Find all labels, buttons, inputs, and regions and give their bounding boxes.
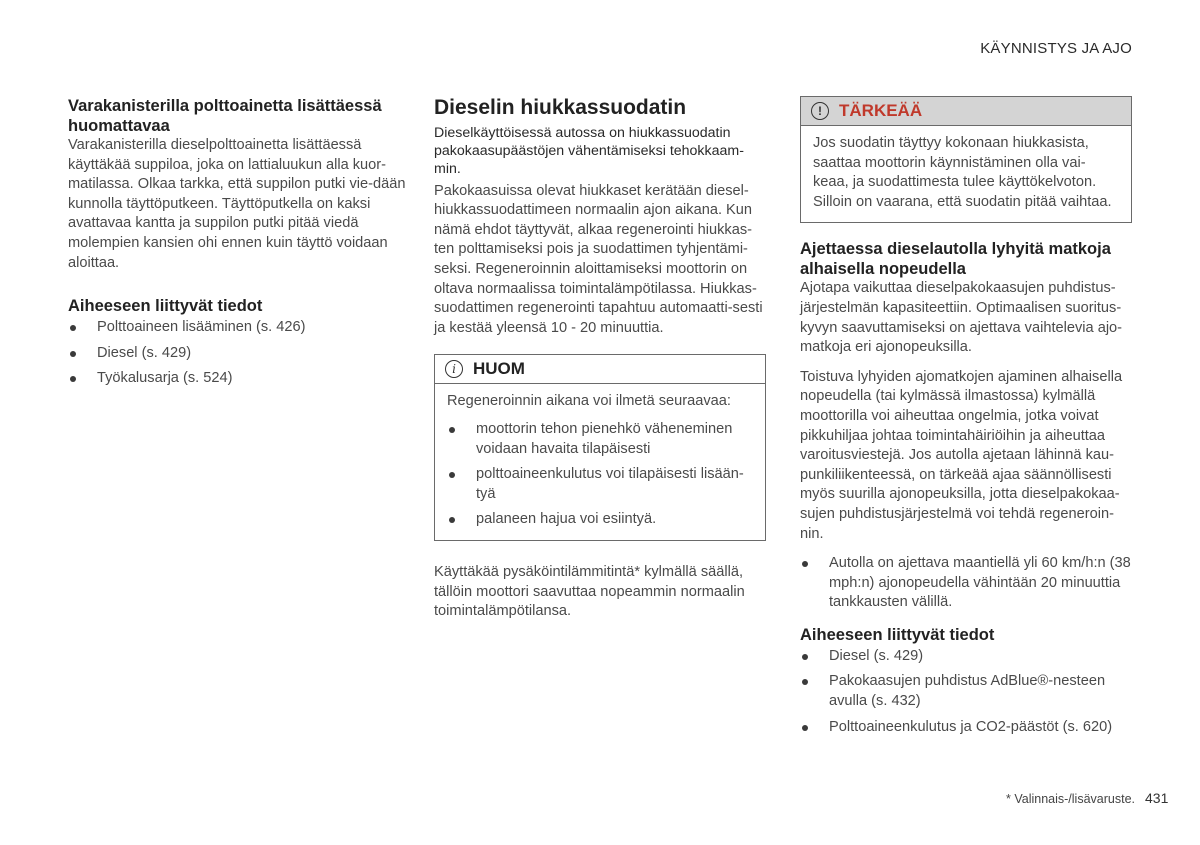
bullet-icon — [70, 351, 76, 357]
related-link[interactable]: Diesel (s. 429) — [68, 344, 408, 364]
short-trips-text-2: Toistuva lyhyiden ajomatkojen ajaminen alhaisella nopeudella (tai kylmässä ilmastossa) kylmällä moottorilla voi aiheuttaa ongelmia, jotka voivat pikkuhiljaa johtaa toimintahäiriöihin ja aiheuttaa varoitusviestejä. Jos autolla ajetaan lähinnä kau-punkiliikenteessä, on tärkeää ajaa säännöllisesti myös suurilla ajonopeuksilla, jotta dieselpakokaa-sujen puhdistusjärjestelmä voi tehdä regeneroin-nin. — [800, 368, 1123, 542]
note-label: HUOM — [473, 359, 525, 379]
bullet-icon — [449, 517, 455, 523]
warning-text: Jos suodatin täyttyy kokonaan hiukkasista, saattaa moottorin käynnistäminen olla vai-keaa, ja suodattimesta tulee käyttökelvoton. Silloin on vaarana, että suodatin pitää vaihtaa. — [813, 135, 1112, 210]
bullet-icon — [802, 561, 808, 567]
note-list-item: moottorin tehon pienehkö väheneminen voidaan havaita tilapäisesti — [447, 420, 753, 459]
note-header — [435, 355, 765, 384]
parking-heater-text: Käyttäkää pysäköintilämmitintä* kylmällä säällä, tällöin moottori saavuttaa nopeammin normaalin toimintalämpötilansa. — [434, 563, 745, 620]
page-section-title: Dieselin hiukkassuodatin — [434, 96, 687, 119]
column-right — [800, 96, 1132, 743]
intro-text: Dieselkäyttöisessä autossa on hiukkassuodatin pakokaasupäästöjen vähentämiseksi tehokkaam-min. — [434, 125, 744, 178]
short-trips-text-1: Ajotapa vaikuttaa dieselpakokaasujen puhdistus-järjestelmän kapasiteettiin. Optimaalisen suoritus-kyvyn saavuttamiseksi on ajettava vaihtelevia ajo-matkoja eri ajonopeuksilla. — [800, 280, 1123, 356]
filter-description: Pakokaasuissa olevat hiukkaset kerätään diesel-hiukkassuodattimeen normaalin ajon aikana. Kun nämä ehdot täyttyvät, alkaa regenerointi hiukkas-ten polttamiseksi pois ja suodattimen tyhjentämi-seksi. Regeneroinnin aloittamiseksi moottorin on oltava normaalissa toimintalämpötilassa. Hiukkas-suodattimen regenerointi tapahtuu automaatti-sesti ja kestää yleensä 10 - 20 minuuttia. — [434, 182, 763, 336]
column-middle — [434, 96, 766, 622]
section-heading-short-trips: Ajettaessa dieselautolla lyhyitä matkoja alhaisella nopeudella — [800, 240, 1111, 279]
bullet-icon — [449, 472, 455, 478]
section-heading-fuel-canister: Varakanisterilla polttoainetta lisättäessä huomattavaa — [68, 97, 382, 135]
list-item: Autolla on ajettava maantiellä yli 60 km/h:n (38 mph:n) ajonopeudella vähintään 20 minuuttia tankkausten välillä. — [800, 554, 1132, 613]
related-link[interactable]: Polttoaineenkulutus ja CO2-päästöt (s. 620) — [800, 718, 1132, 738]
footnote: * Valinnais-/lisävaruste. — [1006, 792, 1135, 806]
column-left — [68, 96, 408, 395]
related-link[interactable]: Polttoaineen lisääminen (s. 426) — [68, 318, 408, 338]
bullet-icon — [802, 679, 808, 685]
bullet-icon — [70, 376, 76, 382]
related-info-list — [68, 318, 408, 389]
exclamation-icon: ! — [811, 102, 829, 120]
related-info-heading: Aiheeseen liittyvät tiedot — [800, 625, 995, 644]
note-list-item: palaneen hajua voi esiintyä. — [447, 510, 753, 530]
related-info-list — [800, 647, 1132, 737]
related-info-heading: Aiheeseen liittyvät tiedot — [68, 297, 263, 316]
warning-header — [801, 97, 1131, 126]
note-list-item: polttoaineenkulutus voi tilapäisesti lisään-tyä — [447, 465, 753, 504]
page-number: 431 — [1145, 790, 1169, 806]
running-header: KÄYNNISTYS JA AJO — [980, 40, 1132, 57]
bullet-icon — [802, 725, 808, 731]
warning-label: TÄRKEÄÄ — [839, 101, 923, 120]
info-icon: i — [445, 360, 463, 378]
bullet-icon — [802, 654, 808, 660]
fuel-canister-text: Varakanisterilla dieselpolttoainetta lisättäessä käyttäkää suppiloa, joka on lattialuukun alla kuor-matilassa. Olkaa tarkka, että suppilon putki vie-dään kunnolla täyttöputkeen. Täyttöputkella on kaksi avattavaa kantta ja suppilon putki pitää viedä molempien kansien ohi ennen kuin täyttö voidaan aloittaa. — [68, 137, 406, 271]
short-trips-list — [800, 554, 1132, 613]
warning-body — [801, 126, 1131, 222]
warning-box — [800, 96, 1132, 223]
note-intro: Regeneroinnin aikana voi ilmetä seuraavaa: — [447, 393, 731, 410]
bullet-icon — [70, 325, 76, 331]
note-list — [447, 420, 753, 530]
related-link[interactable]: Pakokaasujen puhdistus AdBlue®-nesteen avulla (s. 432) — [800, 672, 1132, 711]
note-body — [435, 384, 765, 540]
note-box — [434, 354, 766, 541]
bullet-icon — [449, 427, 455, 433]
related-link[interactable]: Työkalusarja (s. 524) — [68, 369, 408, 389]
related-link[interactable]: Diesel (s. 429) — [800, 647, 1132, 667]
